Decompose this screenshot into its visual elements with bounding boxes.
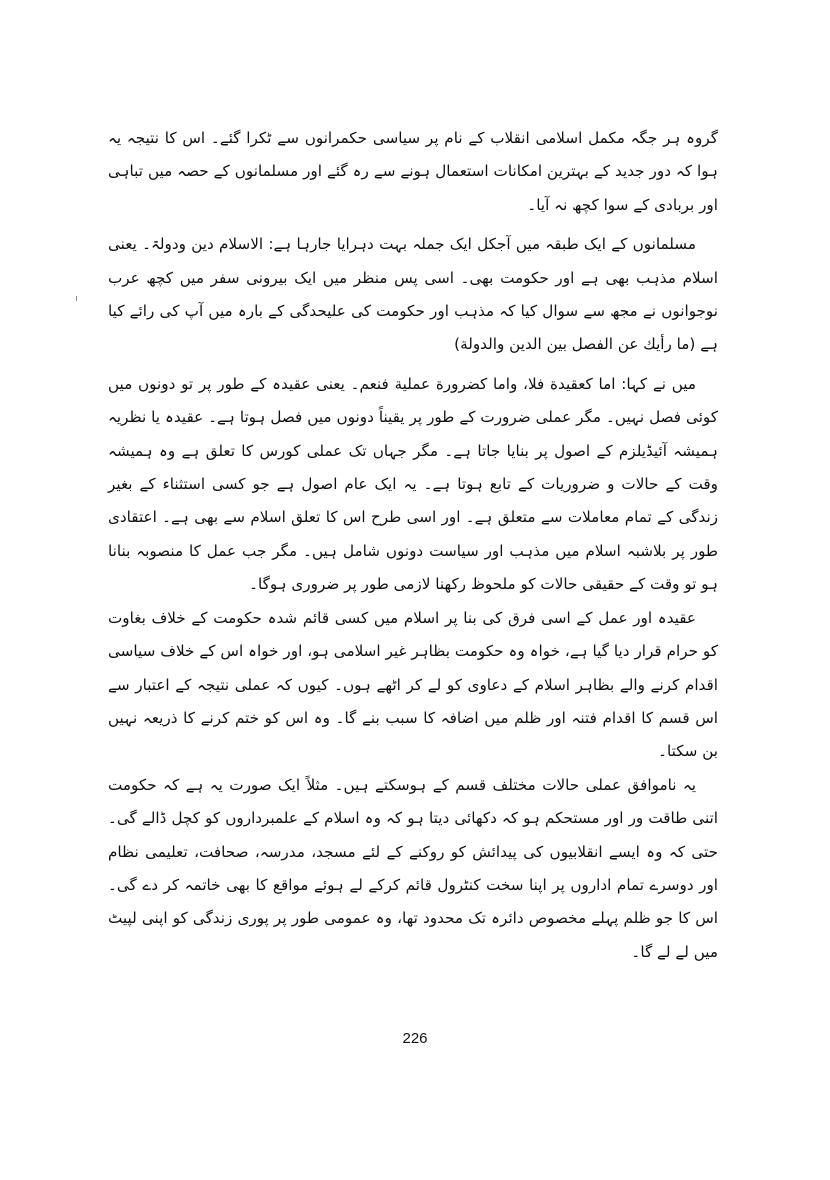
paragraph-1: گروہ ہر جگہ مکمل اسلامی انقلاب کے نام پر سیاسی حکمرانوں سے ٹکرا گئے۔ اس کا نتیجہ یہ ہوا کہ دور جدید کے بہترین امکانات استعمال ہونے سے رہ گئے اور مسلمانوں کے حصہ میں تباہی اور بربادی کے سوا کچھ نہ آیا۔ bbox=[108, 129, 718, 214]
paragraph-2: مسلمانوں کے ایک طبقہ میں آجکل ایک جملہ بہت دہرایا جارہا ہے: الاسلام دین ودولۃ۔ یعنی اسلام مذہب بھی ہے اور حکومت بھی۔ اسی پس منظر میں ایک بیرونی سفر میں کچھ عرب نوجوانوں نے مجھ سے سوال کیا کہ مذہب اور حکومت کی علیحدگی کے بارہ میں آپ کی رائے کیا ہے (ما رأيك عن الفصل بين الدين والدولة) bbox=[108, 235, 718, 354]
paragraph-5: یہ ناموافق عملی حالات مختلف قسم کے ہوسکتے ہیں۔ مثلاً ایک صورت یہ ہے کہ حکومت اتنی طاقت ور اور مستحکم ہو کہ دکھائی دیتا ہو کہ وہ اسلام کے علمبرداروں کو کچل ڈالے گی۔ حتی کہ وہ ایسے انقلابیوں کی پیدائش کو روکنے کے لئے مسجد، مدرسہ، صحافت، تعلیمی نظام اور دوسرے تمام اداروں پر اپنا سخت کنٹرول قائم کرکے لے ہوئے مواقع کا بھی خاتمہ کر دے گی۔ اس کا جو ظلم پہلے مخصوص دائرہ تک محدود تھا، وہ عمومی طور پر پوری زندگی کو اپنی لپیٹ میں لے لے گا۔ bbox=[108, 775, 718, 961]
page-number: 226 bbox=[402, 1030, 428, 1047]
body-text bbox=[108, 122, 718, 969]
paragraph-4: عقیدہ اور عمل کے اسی فرق کی بنا پر اسلام میں کسی قائم شدہ حکومت کے خلاف بغاوت کو حرام قرار دیا گیا ہے، خواہ وہ حکومت بظاہر غیر اسلامی ہو، اور خواہ اس کے خلاف سیاسی اقدام کرنے والے بظاہر اسلام کے دعاوی کو لے کر اٹھے ہوں۔ کیوں کہ عملی نتیجہ کے اعتبار سے اس قسم کا اقدام فتنہ اور ظلم میں اضافہ کا سبب بنے گا۔ وہ اس کو ختم کرنے کا ذریعہ نہیں بن سکتا۔ bbox=[108, 608, 718, 761]
margin-mark bbox=[76, 296, 77, 301]
paragraph-3: میں نے کہا: اما كعقيدة فلا، واما كضرورة عملية فنعم۔ یعنی عقیدہ کے طور پر تو دونوں میں کوئی فصل نہیں۔ مگر عملی ضرورت کے طور پر یقیناً دونوں میں فصل ہوتا ہے۔ عقیدہ یا نظریہ ہمیشہ آئیڈیلزم کے اصول پر بنایا جاتا ہے۔ مگر جہاں تک عملی کورس کا تعلق ہے وہ ہمیشہ وقت کے حالات و ضروریات کے تابع ہوتا ہے۔ یہ ایک عام اصول ہے جو کسی استثناء کے بغیر زندگی کے تمام معاملات سے متعلق ہے۔ اور اسی طرح اس کا تعلق اسلام سے بھی ہے۔ اعتقادی طور پر بلاشبہ اسلام میں مذہب اور سیاست دونوں شامل ہیں۔ مگر جب عمل کا منصوبہ بنانا ہو تو وقت کے حقیقی حالات کو ملحوظ رکھنا لازمی طور پر ضروری ہوگا۔ bbox=[108, 374, 718, 594]
